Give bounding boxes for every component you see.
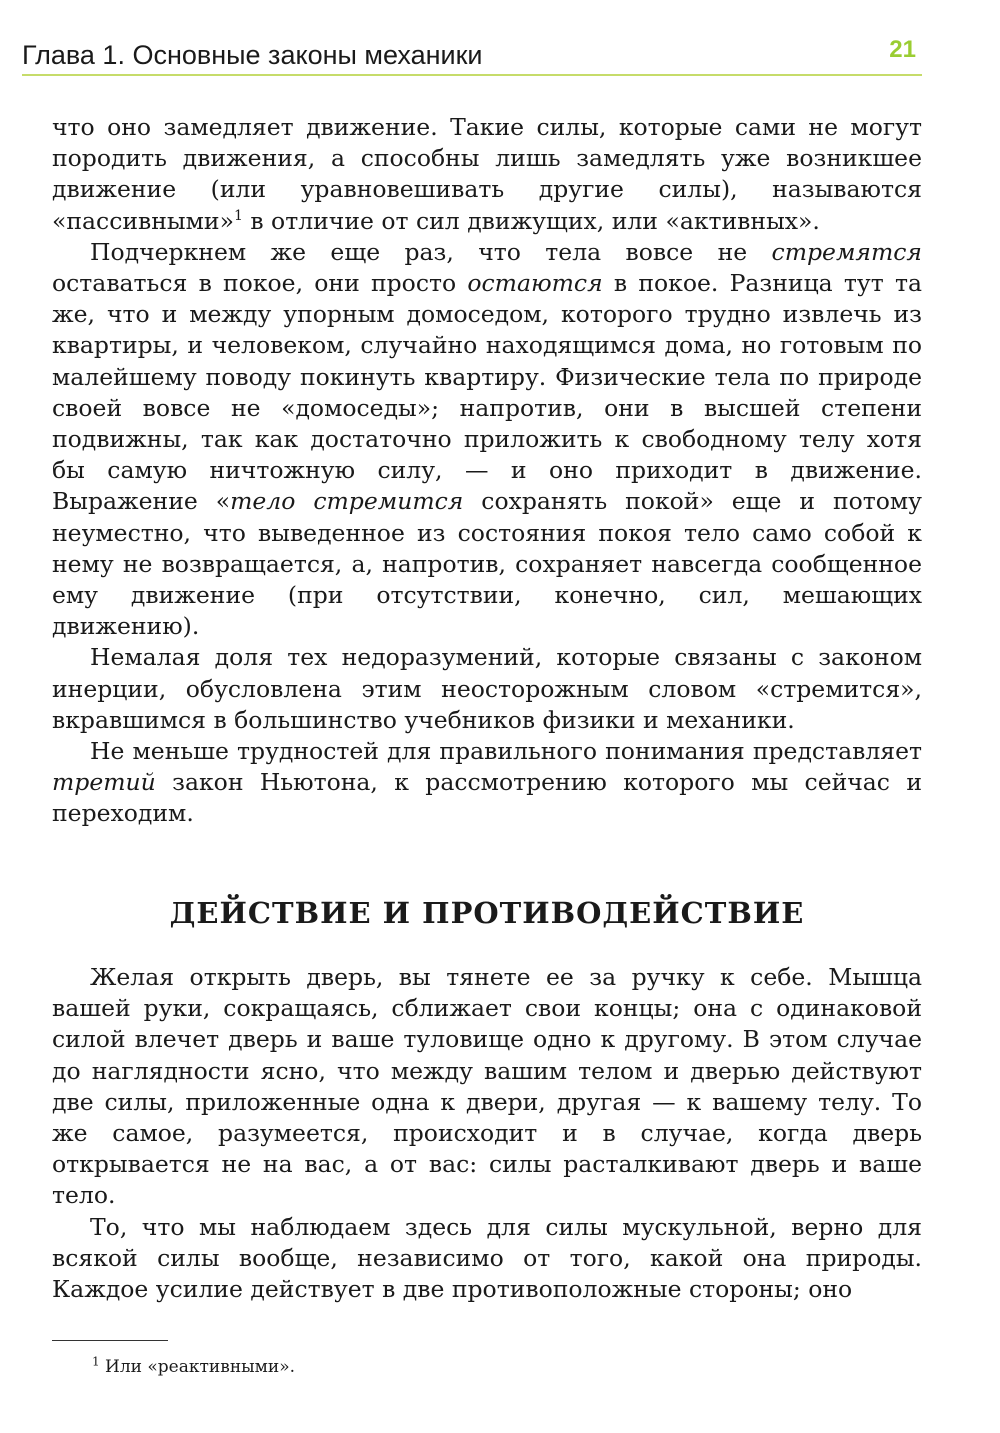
section-inertia-text (52, 112, 922, 830)
section-heading: ДЕЙСТВИЕ И ПРОТИВОДЕЙСТВИЕ (169, 896, 805, 930)
section-action-reaction-text (52, 962, 922, 1305)
footnote-marker: 1 (92, 1354, 100, 1369)
footnote-text: Или «реактивными». (99, 1357, 296, 1377)
text-run: Не меньше трудностей для правильного понимания представляет (90, 737, 922, 766)
paragraph (52, 736, 922, 830)
footnote-rule (52, 1340, 168, 1341)
text-run: сохранять покой» еще и потому неуместно, что выведенное из состояния покоя тело само собой к нему не возвращается, а, напротив, сохраняет навсегда сообщенное ему движение (при отсутствии, конечно, сил, мешающих движению). (52, 487, 923, 641)
text-run: в покое. Разница тут та же, что и между упорным домоседом, которого трудно извлечь из квартиры, и человеком, случайно находящимся дома, но готовым по малейшему поводу покинуть квартиру. Физические тела по природе своей вовсе не «домоседы»; напротив, они в высшей степени подвижны, так как достаточно приложить к свободному телу хотя бы самую ничтожную силу, — и оно приходит в движение. Выражение « (52, 269, 922, 516)
paragraph (52, 112, 922, 237)
emphasis: стремятся (771, 237, 922, 266)
text-run: Подчеркнем же еще раз, что тела вовсе не (90, 237, 772, 266)
text-run: в отличие от сил движущих, или «активных». (242, 206, 820, 235)
text-run: что оно замедляет движение. Такие силы, которые сами не могут породить движения, а способны лишь замедлять уже возникшее движение (или уравновешивать другие силы), называются «пассивными» (52, 113, 922, 235)
running-head (22, 36, 922, 78)
text-run: оставаться в покое, они просто (52, 269, 468, 298)
footnote-reference: 1 (233, 207, 243, 224)
emphasis: третий (52, 768, 156, 797)
paragraph (52, 237, 922, 643)
paragraph: То, что мы наблюдаем здесь для силы мускульной, верно для всякой силы вообще, независимо от того, какой она природы. Каждое усилие действует в две противоположные стороны; оно (52, 1212, 922, 1304)
paragraph: Немалая доля тех недоразумений, которые связаны с законом инерции, обусловлена этим неосторожным словом «стремится», вкравшимся в большинство учебников физики и механики. (52, 643, 922, 734)
emphasis: остаются (467, 269, 603, 298)
emphasis: тело стремится (230, 487, 464, 516)
page-number: 21 (889, 36, 916, 63)
header-rule (22, 74, 922, 76)
chapter-title: Глава 1. Основные законы механики (22, 40, 483, 70)
footnote (92, 1356, 295, 1378)
paragraph: Желая открыть дверь, вы тянете ее за ручку к себе. Мышца вашей руки, сокращаясь, сближает свои концы; она с одинаковой силой влечет дверь и ваше туловище одно к другому. В этом случае до наглядности ясно, что между вашим телом и дверью действуют две силы, приложенные одна к двери, другая — к вашему телу. То же самое, разумеется, происходит и в случае, когда дверь открывается не на вас, а от вас: силы расталкивают дверь и ваше тело. (52, 963, 922, 1210)
text-run: закон Ньютона, к рассмотрению которого мы сейчас и переходим. (52, 768, 922, 828)
